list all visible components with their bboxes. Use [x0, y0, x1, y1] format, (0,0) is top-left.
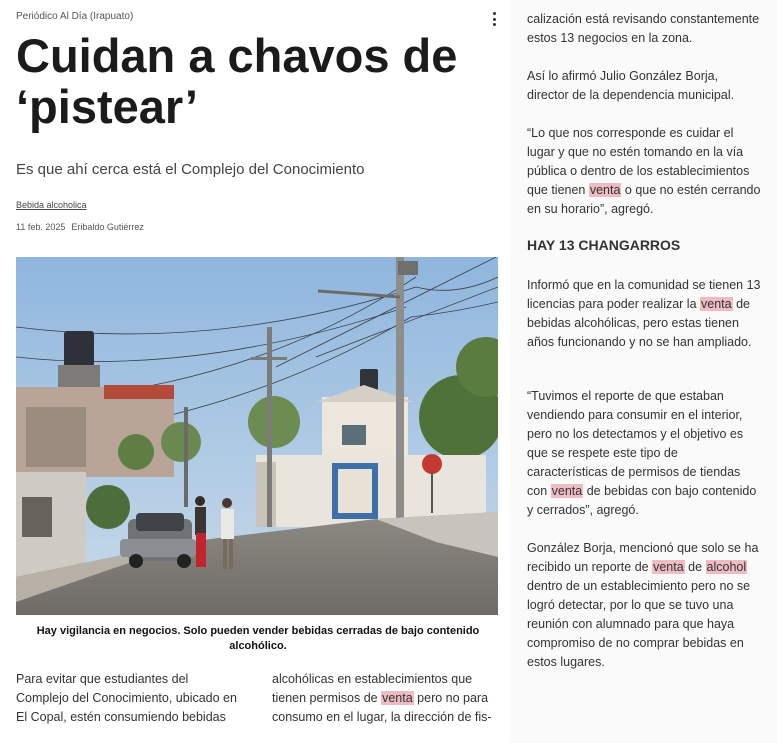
byline	[16, 222, 144, 232]
text-run: dentro de un establecimiento pero no se logró detectar, por lo que se tuvo una reunión con alumnado para que haya compromiso de no comprar bebidas en estos lugares.	[527, 579, 751, 669]
search-highlight: alcohol	[706, 560, 747, 574]
paragraph-4	[527, 276, 761, 352]
body-column-2	[272, 670, 498, 727]
search-highlight: venta	[589, 183, 621, 197]
text-run: “Tuvimos el reporte de que estaban vendiendo para consumir en el interior, pero no los detectamos y el objetivo es que se respete este tipo de características de permisos de tiendas con	[527, 389, 744, 498]
paragraph-6	[527, 539, 761, 672]
text-run: “Lo que nos corresponde es cuidar el lugar y que no estén tomando en la vía pública o dentro de los establecimientos que tienen	[527, 126, 750, 197]
text-run: de bebidas alcohólicas, pero estas tienen años funcionando y no se han ampliado.	[527, 297, 752, 349]
paragraph-5	[527, 387, 761, 520]
text-run: alcohólicas en establecimientos que tienen permisos de	[272, 672, 473, 705]
topic-tag[interactable]: Bebida alcoholica	[16, 200, 87, 210]
text-run: de bebidas con bajo contenido y cerrados”, agregó.	[527, 484, 757, 517]
article-subtitle: Es que ahí cerca está el Complejo del Conocimiento	[16, 161, 365, 178]
text-run: o que no estén cerrando en su horario”, agregó.	[527, 183, 761, 216]
paragraph-3	[527, 124, 761, 219]
photo-caption: Hay vigilancia en negocios. Solo pueden vender bebidas cerradas de bajo contenido alcohólico.	[36, 625, 480, 652]
text-run: de	[684, 560, 706, 574]
search-highlight: venta	[382, 691, 413, 705]
section-heading: HAY 13 CHANGARROS	[527, 237, 681, 253]
search-highlight: venta	[551, 484, 583, 498]
publish-date: 11 feb. 2025	[16, 222, 66, 232]
article-headline: Cuidan a chavos de ‘pistear’	[16, 29, 458, 133]
article-photo	[16, 257, 498, 615]
author-name: Eribaldo Gutiérrez	[71, 222, 144, 232]
text-run: Informó que en la comunidad se tienen 13 licencias para poder realizar la	[527, 278, 761, 311]
text-run: González Borja, mencionó que solo se ha recibido un reporte de	[527, 541, 759, 574]
text-run: pero no para consumo en el lugar, la dirección de fis-	[272, 691, 492, 724]
paragraph-2: Así lo afirmó Julio González Borja, director de la dependencia municipal.	[527, 69, 735, 102]
street-scene-image	[16, 257, 498, 615]
paragraph-1: calización está revisando constantemente estos 13 negocios en la zona.	[527, 12, 760, 45]
search-highlight: venta	[653, 560, 684, 574]
more-vert-icon[interactable]	[487, 10, 501, 28]
publication-source[interactable]: Periódico Al Día (Irapuato)	[16, 11, 134, 22]
body-column-1: Para evitar que estudiantes del Complejo del Conocimiento, ubicado en El Copal, estén consumiendo bebidas	[16, 672, 237, 724]
search-highlight: venta	[701, 297, 732, 311]
